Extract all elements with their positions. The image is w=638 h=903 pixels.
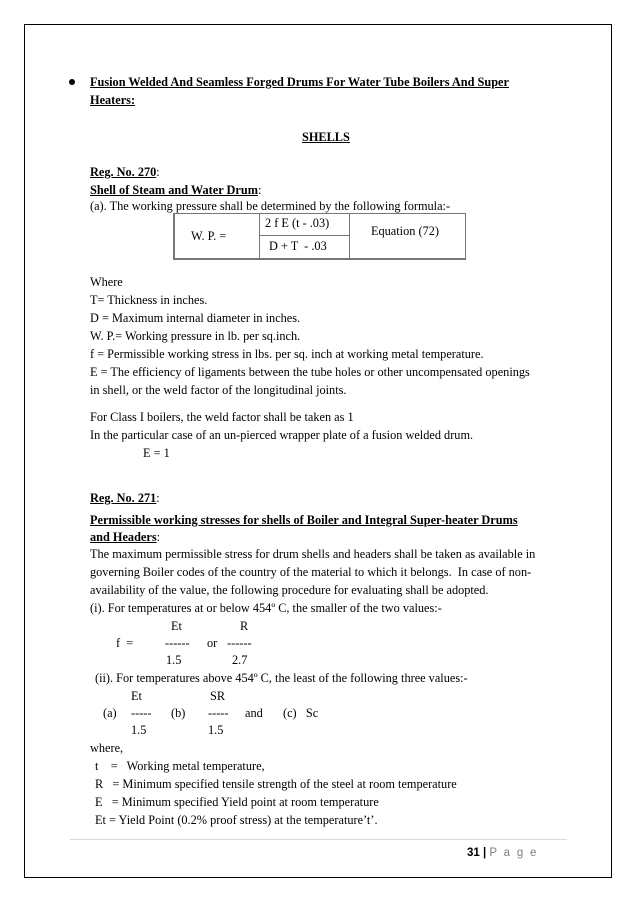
shells-title: SHELLS (302, 130, 350, 144)
fraction-bar (259, 235, 349, 236)
formula-numerator: Et (171, 619, 182, 633)
reg-270-subtitle (90, 183, 261, 198)
case-2-text: (ii). For temperatures above 454º C, the least of the following three values:- (95, 671, 468, 685)
paragraph-line: availability of the value, the following procedure for evaluating shall be adopted. (90, 583, 489, 597)
formula-numerator: Et (131, 689, 142, 703)
reg-270-subtitle-text: Shell of Steam and Water Drum (90, 183, 258, 197)
reg-270-colon: : (156, 165, 160, 179)
definition-line: W. P.= Working pressure in lb. per sq.inch. (90, 329, 301, 343)
equation-numerator: 2 f E (t - .03) (265, 216, 330, 230)
definition-line: in shell, or the weld factor of the longitudinal joints. (90, 383, 347, 397)
formula-denominator: 2.7 (232, 653, 248, 667)
formula-option-b: (b) (171, 706, 186, 720)
paragraph-line: governing Boiler codes of the country of the material to which it belongs. In case of non- (90, 565, 532, 579)
formula-numerator: SR (210, 689, 226, 703)
reg-271-title2-text: and Headers (90, 530, 157, 544)
paragraph-line: The maximum permissible stress for drum shells and headers shall be taken as available in (90, 547, 536, 561)
definition-line: T= Thickness in inches. (90, 293, 208, 307)
equation-divider (259, 213, 260, 260)
equation-lhs: W. P. = (191, 229, 227, 243)
bullet-icon (69, 79, 75, 85)
formula-option-a: (a) (103, 706, 117, 720)
equation-label: Equation (72) (371, 224, 439, 238)
definition-line: D = Maximum internal diameter in inches. (90, 311, 301, 325)
reg-271-title-line2 (90, 530, 160, 545)
formula-denominator: 1.5 (208, 723, 224, 737)
formula-option-c: (c) Sc (283, 706, 319, 720)
definition-line: R = Minimum specified tensile strength of the steel at room temperature (95, 777, 457, 791)
formula-bar: ------ (165, 636, 190, 650)
where-label: where, (90, 741, 124, 755)
formula-or: or (207, 636, 218, 650)
reg-270-label: Reg. No. 270 (90, 165, 157, 179)
formula-lhs: f = (116, 636, 134, 650)
reg-271-title-line1: Permissible working stresses for shells of Boiler and Integral Super-heater Drums (90, 513, 518, 527)
formula-denominator: 1.5 (166, 653, 182, 667)
reg-271-title2-colon: : (156, 530, 161, 544)
formula-bar: ----- (131, 706, 152, 720)
equation-denominator: D + T - .03 (269, 239, 327, 253)
section-heading-line1: Fusion Welded And Seamless Forged Drums For Water Tube Boilers And Super (90, 75, 509, 89)
reg-271-colon: : (156, 491, 160, 505)
reg-270-intro: (a). The working pressure shall be determined by the following formula:- (90, 199, 451, 213)
e-value: E = 1 (143, 446, 170, 460)
reg-270-subtitle-colon: : (257, 183, 262, 197)
footer-rule (70, 839, 567, 840)
formula-denominator: 1.5 (131, 723, 147, 737)
footer-separator: | (479, 847, 490, 859)
definition-line: t = Working metal temperature, (95, 759, 265, 773)
definition-line: f = Permissible working stress in lbs. per sq. inch at working metal temperature. (90, 347, 484, 361)
definition-line: Et = Yield Point (0.2% proof stress) at the temperature’t’. (95, 813, 378, 827)
reg-270-heading (90, 165, 160, 180)
definition-line: E = Minimum specified Yield point at room temperature (95, 795, 379, 809)
formula-bar: ----- (208, 706, 229, 720)
page-number: 31 (467, 847, 480, 859)
definition-line: E = The efficiency of ligaments between the tube holes or other uncompensated openings (90, 365, 530, 379)
formula-numerator: R (240, 619, 249, 633)
formula-and: and (245, 706, 263, 720)
equation-divider (349, 213, 350, 260)
page-word: P a g e (489, 847, 539, 859)
class-note: For Class I boilers, the weld factor shall be taken as 1 (90, 410, 354, 424)
wrapper-note: In the particular case of an un-pierced wrapper plate of a fusion welded drum. (90, 428, 474, 442)
section-heading-line2: Heaters: (90, 93, 136, 107)
reg-271-label: Reg. No. 271 (90, 491, 157, 505)
formula-bar: ------ (227, 636, 252, 650)
equation-72-table (173, 213, 466, 260)
where-label: Where (90, 275, 123, 289)
reg-271-heading (90, 491, 160, 506)
case-1-text: (i). For temperatures at or below 454º C, the smaller of the two values:- (90, 601, 442, 615)
page-footer (467, 846, 538, 861)
